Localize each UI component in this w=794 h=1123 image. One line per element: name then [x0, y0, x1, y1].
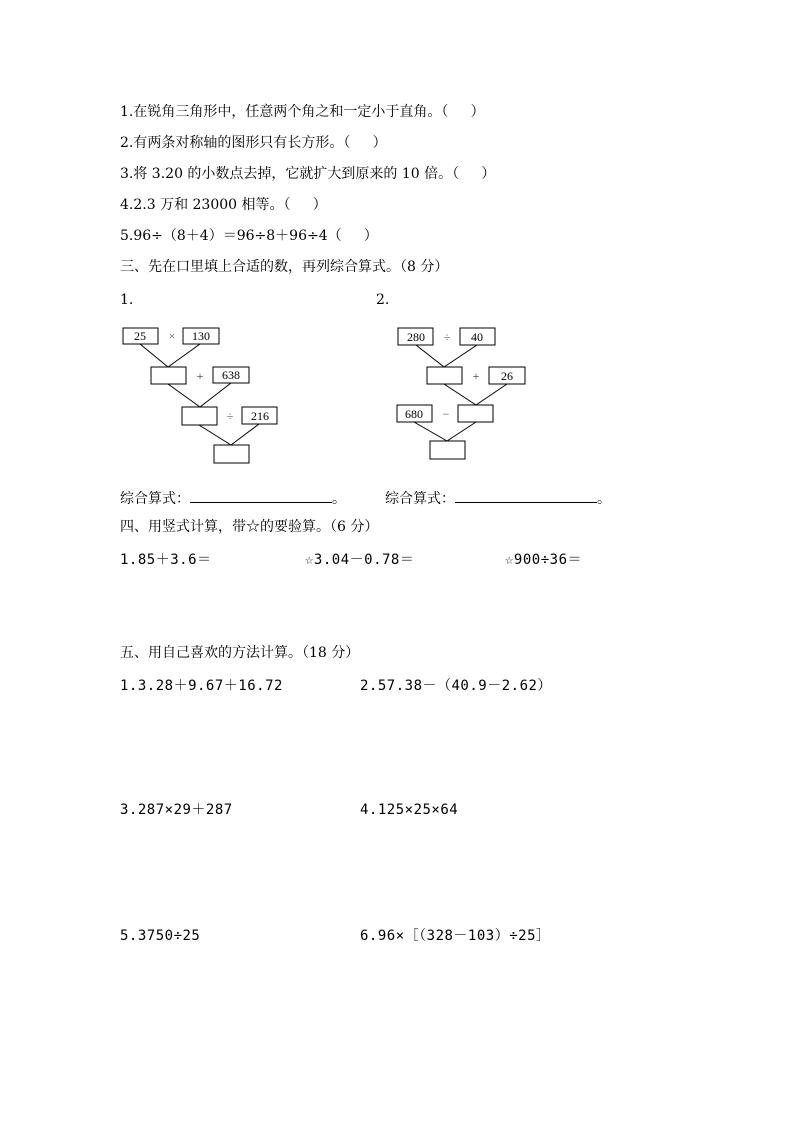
tree1-num-b: 130: [192, 329, 210, 343]
tree1-op-3: ÷: [226, 409, 234, 423]
formula-line-2: [385, 488, 611, 508]
tree1-num-d: 216: [251, 409, 269, 423]
tree2-label: 2.: [376, 292, 390, 308]
tree2-op-1: ÷: [443, 330, 451, 344]
tree1-op-2: +: [196, 369, 204, 383]
tree2-num-a: 280: [407, 330, 425, 344]
tree2-answer-box-2[interactable]: [458, 405, 493, 422]
tree2-op-3: −: [442, 407, 450, 421]
vertical-calc-3: ☆900÷36＝: [505, 552, 583, 568]
formula-line-1: [120, 488, 346, 508]
formula-end-1: 。: [332, 491, 346, 507]
formula-answer-2[interactable]: [455, 488, 597, 503]
tree2-num-d: 680: [405, 407, 423, 421]
section5-title: 五、用自己喜欢的方法计算。（18 分）: [120, 645, 360, 661]
tree1-answer-box-3[interactable]: [214, 445, 249, 463]
tree1-num-a: 25: [134, 329, 146, 343]
tree2-op-2: +: [472, 369, 480, 383]
tree1-num-c: 638: [222, 368, 240, 382]
tree1-answer-box-1[interactable]: [151, 367, 186, 384]
section3-title: 三、先在口里填上合适的数，再列综合算式。（8 分）: [120, 259, 449, 275]
formula-answer-1[interactable]: [190, 488, 332, 503]
tree1-answer-box-2[interactable]: [182, 407, 217, 425]
tree2-answer-box-1[interactable]: [427, 367, 462, 384]
calculation-tree-1: [110, 320, 290, 475]
judge-item-1: 1.在锐角三角形中，任意两个角之和一定小于直角。（ ）: [120, 104, 485, 120]
tree2-num-b: 40: [471, 330, 483, 344]
tree1-op-1: ×: [168, 329, 176, 343]
section4-title: 四、用竖式计算，带☆的要验算。（6 分）: [120, 519, 379, 535]
judge-item-3: 3.将 3.20 的小数点去掉，它就扩大到原来的 10 倍。（ ）: [120, 166, 496, 182]
formula-label-1: 综合算式：: [120, 491, 190, 507]
judge-item-2: 2.有两条对称轴的图形只有长方形。（ ）: [120, 135, 387, 151]
calc-item-1: 1.3.28＋9.67＋16.72: [120, 678, 283, 694]
calc-item-5: 5.3750÷25: [120, 928, 201, 944]
vertical-calc-2: ☆3.04－0.78＝: [305, 552, 415, 568]
tree2-answer-box-3[interactable]: [430, 441, 465, 459]
formula-label-2: 综合算式：: [385, 491, 455, 507]
judge-item-4: 4.2.3 万和 23000 相等。（ ）: [120, 197, 327, 213]
calc-item-6: 6.96×［（328－103）÷25］: [360, 928, 551, 944]
calc-item-3: 3.287×29＋287: [120, 802, 233, 818]
vertical-calc-1: 1.85＋3.6＝: [120, 552, 212, 568]
tree1-label: 1.: [120, 292, 134, 308]
formula-end-2: 。: [597, 491, 611, 507]
calc-item-2: 2.57.38－（40.9－2.62）: [360, 678, 552, 694]
judge-item-5: 5.96÷（8＋4）＝96÷8＋96÷4（ ）: [120, 228, 378, 244]
calculation-tree-2: [390, 320, 540, 470]
tree2-num-c: 26: [501, 369, 513, 383]
calc-item-4: 4.125×25×64: [360, 802, 459, 818]
